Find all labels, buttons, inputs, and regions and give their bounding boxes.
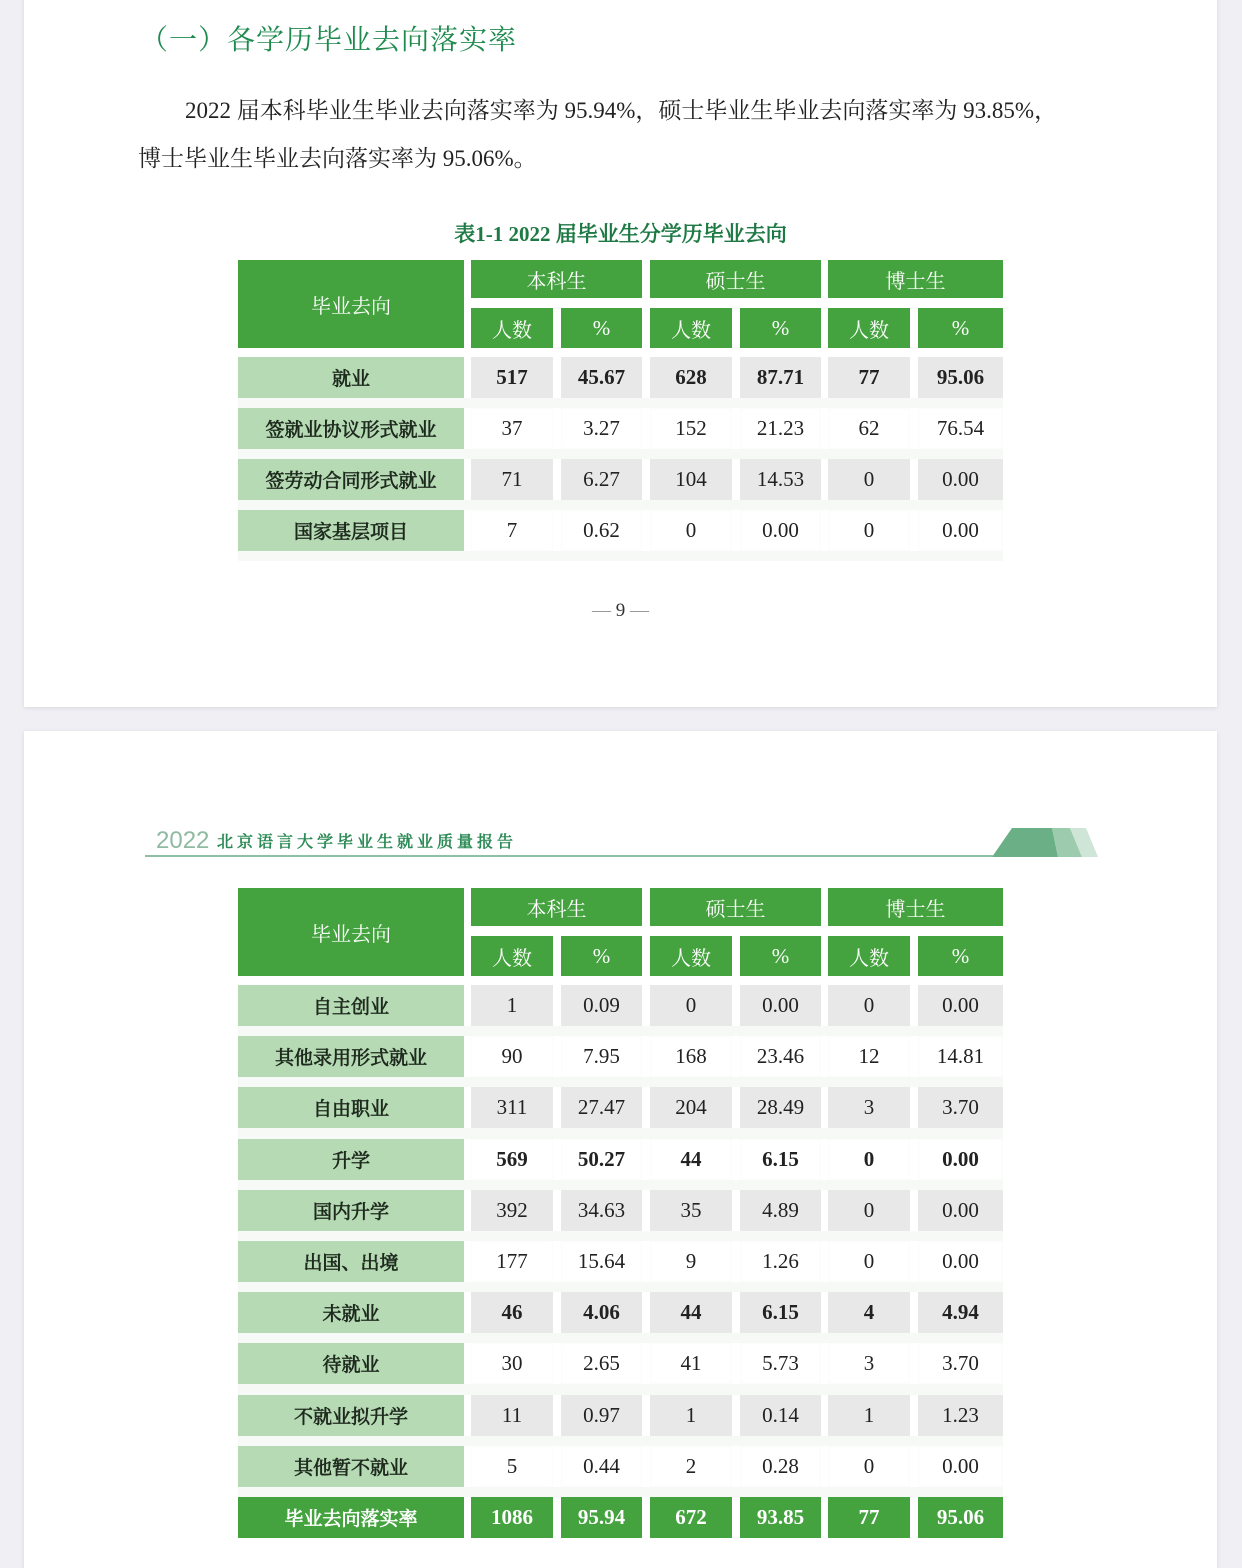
table-cell: 12 bbox=[828, 1036, 910, 1077]
table-cell: 7.95 bbox=[561, 1036, 642, 1077]
row-separator bbox=[238, 1026, 1003, 1036]
header-group-2: 博士生 bbox=[828, 888, 1003, 926]
header-sub-5: % bbox=[918, 936, 1003, 976]
table-cell: 35 bbox=[650, 1190, 732, 1231]
table-cell: 0 bbox=[828, 510, 910, 551]
header-sub-4: 人数 bbox=[828, 936, 910, 976]
table-cell: 3.27 bbox=[561, 408, 642, 449]
table-cell: 0.00 bbox=[740, 510, 821, 551]
table-cell: 2 bbox=[650, 1446, 732, 1487]
table-cell: 0.00 bbox=[918, 985, 1003, 1026]
table-cell: 23.46 bbox=[740, 1036, 821, 1077]
summary-paragraph bbox=[138, 87, 1098, 183]
table-cell: 0.00 bbox=[918, 459, 1003, 500]
table-cell: 4 bbox=[828, 1292, 910, 1333]
table-caption: 表1-1 2022 届毕业生分学历毕业去向 bbox=[454, 222, 787, 246]
table-cell: 14.53 bbox=[740, 459, 821, 500]
table-cell: 0.44 bbox=[561, 1446, 642, 1487]
table-cell: 30 bbox=[471, 1343, 553, 1384]
header-decoration-icon bbox=[992, 828, 1098, 857]
total-row-cell: 672 bbox=[650, 1497, 732, 1538]
table-cell: 76.54 bbox=[918, 408, 1003, 449]
table-cell: 95.06 bbox=[918, 357, 1003, 398]
page-number: — 9 — bbox=[592, 600, 649, 621]
table-row-label: 国家基层项目 bbox=[238, 510, 464, 551]
table-row-label: 自主创业 bbox=[238, 985, 464, 1026]
header-rule bbox=[145, 855, 1025, 857]
page-number-value: 9 bbox=[615, 600, 626, 621]
table-row-label: 出国、出境 bbox=[238, 1241, 464, 1282]
table-cell: 0.00 bbox=[918, 510, 1003, 551]
total-row-cell: 1086 bbox=[471, 1497, 553, 1538]
table-cell: 21.23 bbox=[740, 408, 821, 449]
table-row-label: 不就业拟升学 bbox=[238, 1395, 464, 1436]
total-row-cell: 93.85 bbox=[740, 1497, 821, 1538]
table-cell: 0 bbox=[828, 1241, 910, 1282]
table-cell: 34.63 bbox=[561, 1190, 642, 1231]
table-cell: 3.70 bbox=[918, 1087, 1003, 1128]
table-cell: 152 bbox=[650, 408, 732, 449]
table-cell: 517 bbox=[471, 357, 553, 398]
table-cell: 0.97 bbox=[561, 1395, 642, 1436]
header-sub-4: 人数 bbox=[828, 308, 910, 348]
table-cell: 168 bbox=[650, 1036, 732, 1077]
table-row-label: 待就业 bbox=[238, 1343, 464, 1384]
table-cell: 3 bbox=[828, 1087, 910, 1128]
table-cell: 4.89 bbox=[740, 1190, 821, 1231]
table-cell: 41 bbox=[650, 1343, 732, 1384]
table-row-label: 升学 bbox=[238, 1139, 464, 1180]
row-separator bbox=[238, 1282, 1003, 1292]
table-cell: 0.28 bbox=[740, 1446, 821, 1487]
header-group-1: 硕士生 bbox=[650, 888, 821, 926]
table-cell: 77 bbox=[828, 357, 910, 398]
table-cell: 3.70 bbox=[918, 1343, 1003, 1384]
header-destination: 毕业去向 bbox=[238, 260, 464, 348]
section-heading: （一）各学历毕业去向落实率 bbox=[140, 23, 518, 56]
header-group-0: 本科生 bbox=[471, 888, 642, 926]
row-separator bbox=[238, 1128, 1003, 1138]
table-cell: 0 bbox=[650, 985, 732, 1026]
table-row-label: 国内升学 bbox=[238, 1190, 464, 1231]
table-cell: 0.00 bbox=[918, 1190, 1003, 1231]
total-row-cell: 95.94 bbox=[561, 1497, 642, 1538]
paragraph-line-1: 2022 届本科毕业生毕业去向落实率为 95.94%，硕士毕业生毕业去向落实率为 93.85%， bbox=[185, 98, 1058, 123]
header-sub-3: % bbox=[740, 308, 821, 348]
header-sub-2: 人数 bbox=[650, 936, 732, 976]
table-cell: 28.49 bbox=[740, 1087, 821, 1128]
table-cell: 104 bbox=[650, 459, 732, 500]
table-cell: 6.15 bbox=[740, 1139, 821, 1180]
table-cell: 0 bbox=[828, 1139, 910, 1180]
table-row-label: 签就业协议形式就业 bbox=[238, 408, 464, 449]
total-row-cell: 95.06 bbox=[918, 1497, 1003, 1538]
header-sub-1: % bbox=[561, 308, 642, 348]
row-separator bbox=[238, 1436, 1003, 1446]
table-cell: 0.62 bbox=[561, 510, 642, 551]
document-page-10 bbox=[24, 731, 1217, 1568]
table-cell: 87.71 bbox=[740, 357, 821, 398]
row-separator bbox=[238, 1384, 1003, 1394]
table-cell: 5.73 bbox=[740, 1343, 821, 1384]
table-cell: 0 bbox=[650, 510, 732, 551]
table-cell: 1 bbox=[828, 1395, 910, 1436]
document-page-9 bbox=[24, 0, 1217, 707]
table-cell: 1.26 bbox=[740, 1241, 821, 1282]
table-cell: 45.67 bbox=[561, 357, 642, 398]
table-row-label: 未就业 bbox=[238, 1292, 464, 1333]
header-year: 2022 bbox=[156, 827, 210, 854]
table-cell: 15.64 bbox=[561, 1241, 642, 1282]
table-cell: 0.09 bbox=[561, 985, 642, 1026]
header-group-2: 博士生 bbox=[828, 260, 1003, 298]
row-separator bbox=[238, 551, 1003, 561]
table-cell: 392 bbox=[471, 1190, 553, 1231]
header-group-0: 本科生 bbox=[471, 260, 642, 298]
table-cell: 628 bbox=[650, 357, 732, 398]
paragraph-line-2: 博士毕业生毕业去向落实率为 95.06%。 bbox=[138, 146, 537, 171]
table-cell: 3 bbox=[828, 1343, 910, 1384]
total-row-cell: 77 bbox=[828, 1497, 910, 1538]
table-cell: 569 bbox=[471, 1139, 553, 1180]
table-cell: 311 bbox=[471, 1087, 553, 1128]
table-cell: 71 bbox=[471, 459, 553, 500]
table-row-label: 自由职业 bbox=[238, 1087, 464, 1128]
table-row-label: 其他暂不就业 bbox=[238, 1446, 464, 1487]
table-cell: 9 bbox=[650, 1241, 732, 1282]
table-cell: 0.00 bbox=[918, 1446, 1003, 1487]
row-separator bbox=[238, 1180, 1003, 1190]
row-separator bbox=[238, 1487, 1003, 1497]
table-cell: 1.23 bbox=[918, 1395, 1003, 1436]
header-sub-0: 人数 bbox=[471, 308, 553, 348]
table-cell: 204 bbox=[650, 1087, 732, 1128]
table-cell: 0.14 bbox=[740, 1395, 821, 1436]
table-cell: 11 bbox=[471, 1395, 553, 1436]
table-cell: 1 bbox=[471, 985, 553, 1026]
table-cell: 46 bbox=[471, 1292, 553, 1333]
table-cell: 1 bbox=[650, 1395, 732, 1436]
table-cell: 177 bbox=[471, 1241, 553, 1282]
row-separator bbox=[238, 1077, 1003, 1087]
header-sub-3: % bbox=[740, 936, 821, 976]
table-cell: 90 bbox=[471, 1036, 553, 1077]
table-cell: 0 bbox=[828, 985, 910, 1026]
header-sub-5: % bbox=[918, 308, 1003, 348]
table-cell: 6.27 bbox=[561, 459, 642, 500]
table-cell: 6.15 bbox=[740, 1292, 821, 1333]
table-cell: 0.00 bbox=[918, 1139, 1003, 1180]
table-cell: 2.65 bbox=[561, 1343, 642, 1384]
header-sub-0: 人数 bbox=[471, 936, 553, 976]
table-cell: 4.06 bbox=[561, 1292, 642, 1333]
graduate-destination-table-part2 bbox=[238, 888, 1003, 1548]
header-title: 北京语言大学毕业生就业质量报告 bbox=[217, 832, 518, 851]
table-cell: 0.00 bbox=[918, 1241, 1003, 1282]
graduate-destination-table-part1 bbox=[238, 260, 1003, 560]
table-cell: 0 bbox=[828, 459, 910, 500]
table-row-label: 其他录用形式就业 bbox=[238, 1036, 464, 1077]
header-sub-1: % bbox=[561, 936, 642, 976]
header-sub-2: 人数 bbox=[650, 308, 732, 348]
row-separator bbox=[238, 449, 1003, 459]
table-cell: 14.81 bbox=[918, 1036, 1003, 1077]
table-cell: 4.94 bbox=[918, 1292, 1003, 1333]
report-running-header bbox=[145, 823, 1098, 859]
table-cell: 7 bbox=[471, 510, 553, 551]
table-cell: 44 bbox=[650, 1139, 732, 1180]
header-group-1: 硕士生 bbox=[650, 260, 821, 298]
table-cell: 5 bbox=[471, 1446, 553, 1487]
total-row-label: 毕业去向落实率 bbox=[238, 1497, 464, 1538]
row-separator bbox=[238, 500, 1003, 510]
table-cell: 0 bbox=[828, 1190, 910, 1231]
header-destination: 毕业去向 bbox=[238, 888, 464, 976]
row-separator bbox=[238, 398, 1003, 408]
table-cell: 27.47 bbox=[561, 1087, 642, 1128]
table-cell: 0.00 bbox=[740, 985, 821, 1026]
table-row-label: 就业 bbox=[238, 357, 464, 398]
table-cell: 50.27 bbox=[561, 1139, 642, 1180]
table-cell: 37 bbox=[471, 408, 553, 449]
row-separator bbox=[238, 1333, 1003, 1343]
row-separator bbox=[238, 1231, 1003, 1241]
table-cell: 62 bbox=[828, 408, 910, 449]
table-row-label: 签劳动合同形式就业 bbox=[238, 459, 464, 500]
table-cell: 44 bbox=[650, 1292, 732, 1333]
table-cell: 0 bbox=[828, 1446, 910, 1487]
